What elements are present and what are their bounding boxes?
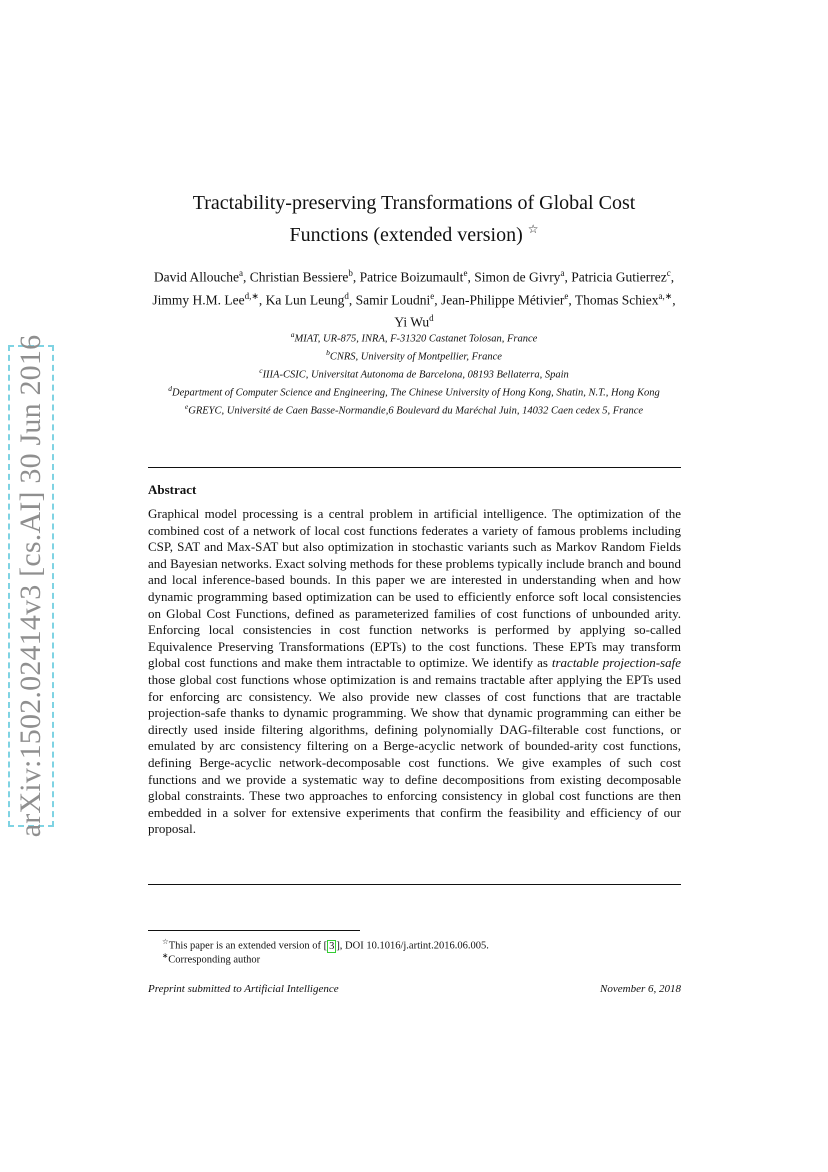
author-name: Patricia Gutierrez [571, 269, 667, 285]
affiliation-mark: e [463, 268, 468, 278]
affiliation-mark: a,∗ [658, 290, 673, 301]
footer-venue: Preprint submitted to Artificial Intelligence [148, 983, 339, 995]
author-name: Samir Loudni [355, 292, 431, 307]
abstract-top-rule [148, 467, 681, 468]
affiliation-mark: d [344, 290, 349, 301]
affiliation-mark: d,∗ [244, 290, 259, 301]
author-list: David Allouche$^a$, Christian Bessiere$^b$, Patrice Boizumault$^e$, Simon de Givry$^a$, Patricia Gutierrez$^c$, Jimmy H.M. Lee$^{d,∗}$, Ka Lun Leung$^d$, Samir Loudni$^e$, Jean-Philippe Métivier$^e$, Thomas Schiex$^{a,∗}$, Yi Wu$^d$ [152, 268, 676, 330]
footnote-2-text: Corresponding author [168, 954, 261, 966]
affiliation-item [140, 382, 688, 400]
affiliation-mark: c [666, 268, 671, 278]
footnote-asterisk-mark: ∗ [162, 951, 169, 960]
affiliation-item [140, 364, 688, 382]
footnote-1-text: This paper is an extended version of [ [168, 940, 328, 952]
abstract-emphasis: tractable projection-safe [551, 655, 681, 671]
page-footer [148, 983, 681, 995]
abstract-body [148, 506, 681, 838]
affiliation-item [140, 328, 688, 346]
affiliation-mark: e [184, 402, 189, 411]
abstract-heading: Abstract [148, 482, 197, 497]
author-name: Christian Bessiere [249, 269, 349, 285]
affiliation-text: IIIA-CSIC, Universitat Autonoma de Barcelona, 08193 Bellaterra, Spain [262, 369, 569, 381]
abstract-text-part-1: Graphical model processing is a central problem in artificial intelligence. The optimization of the combined cost of a network of local cost functions federates a variety of famous problems including CSP, SAT and Max-SAT but also optimization in stochastic variants such as Markov Random Fields and Bayesian networks. Exact solving methods for these problems typically include branch and bound and local inference-based bounds. In this paper we are interested in understanding when and how dynamic programming based optimization can be used to efficiently enforce soft local consistencies on Global Cost Functions, defined as parameterized families of cost functions of unbounded arity. Enforcing local consistencies in cost function networks is performed by applying so-called Equivalence Preserving Transformations (EPTs) to the cost functions. These EPTs may transform global cost functions and make them intractable to optimize. We identify as [148, 506, 681, 671]
affiliation-mark: e [430, 290, 435, 301]
author-name: Thomas Schiex [574, 292, 659, 307]
affiliation-text: Department of Computer Science and Engineering, The Chinese University of Hong Kong, Shatin, N.T., Hong Kong [172, 387, 660, 399]
affiliation-mark: a [238, 268, 243, 278]
footnote-star-mark: ☆ [162, 937, 169, 946]
affiliation-item [140, 346, 688, 364]
arxiv-identifier-stamp [8, 334, 54, 838]
abstract-text-part-2: those global cost functions whose optimization is and remains tractable after applying the EPTs used for enforcing arc consistency. We also provide new classes of cost functions that are tractable projection-safe thanks to dynamic programming. We show that dynamic programming can either be directly used inside filtering algorithms, defining polynomially DAG-filterable cost functions, or emulated by arc consistency filtering on a Berge-acyclic network of bounded-arity cost functions, defining Berge-acyclic network-decomposable cost functions. We give examples of such cost functions and we provide a systematic way to define decompositions from existing decomposable global constraints. These two approaches to enforcing consistency in global cost functions are then embedded in a solver for extensive experiments that confirm the feasibility and efficiency of our proposal. [148, 671, 681, 837]
affiliation-text: MIAT, UR-875, INRA, F-31320 Castanet Tolosan, France [294, 333, 538, 345]
affiliation-text: GREYC, Université de Caen Basse-Normandie,6 Boulevard du Maréchal Juin, 14032 Caen cedex 5, France [188, 405, 644, 417]
citation-link[interactable]: 3 [329, 940, 335, 952]
affiliation-text: CNRS, University of Montpellier, France [329, 351, 502, 363]
affiliation-mark: c [259, 366, 263, 375]
affiliation-mark: a [560, 268, 565, 278]
author-name: Patrice Boizumault [359, 269, 464, 285]
author-name: Yi Wu [394, 314, 430, 330]
footnote-2 [162, 949, 260, 967]
footnote-1-doi: ], DOI 10.1016/j.artint.2016.06.005. [336, 940, 489, 952]
affiliation-mark: d [168, 384, 173, 393]
paper-title-line-1: Tractability-preserving Transformations of Global Cost [192, 192, 636, 214]
paper-title [150, 190, 678, 248]
affiliation-item [140, 400, 688, 418]
author-name: Jean-Philippe Métivier [440, 292, 565, 307]
affiliation-mark: d [429, 313, 434, 323]
affiliation-mark: b [348, 268, 353, 278]
paper-title-line-2: Functions (extended version) [289, 224, 523, 246]
author-name: Simon de Givry [474, 269, 561, 285]
author-name: Jimmy H.M. Lee [152, 292, 245, 307]
arxiv-identifier-text: arXiv:1502.02414v3 [cs.AI] 30 Jun 2016 [14, 334, 47, 838]
affiliation-list [140, 328, 688, 418]
author-name: Ka Lun Leung [265, 292, 345, 307]
abstract-bottom-rule [148, 884, 681, 885]
author-name: David Allouche [153, 269, 239, 285]
footnote-rule [148, 930, 360, 931]
affiliation-mark: e [564, 290, 569, 301]
title-star-footnote-mark[interactable]: ☆ [527, 222, 539, 236]
affiliation-mark: b [326, 348, 330, 357]
affiliation-mark: a [290, 330, 295, 339]
footer-date: November 6, 2018 [600, 983, 681, 995]
